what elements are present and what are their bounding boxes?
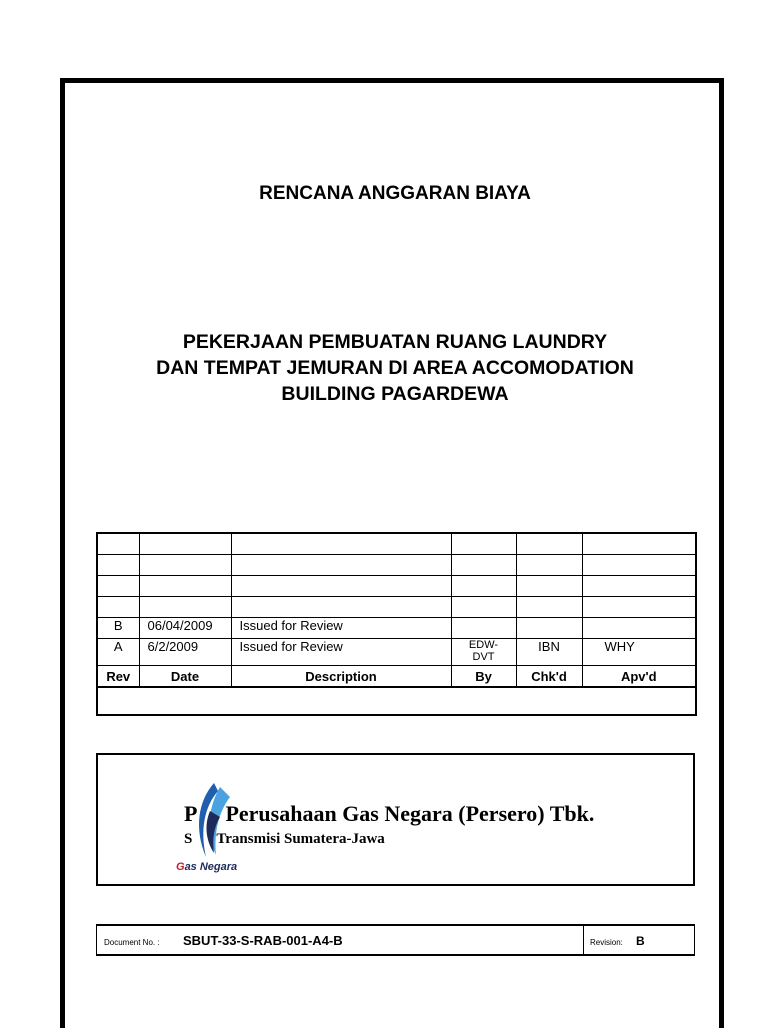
table-row [97,533,696,555]
header-description: Description [231,666,451,688]
subtitle-line-1: PEKERJAAN PEMBUATAN RUANG LAUNDRY [182,331,608,353]
document-number-label: Document No. : [104,938,160,947]
header-by: By [451,666,516,688]
table-row [97,555,696,576]
table-row [97,597,696,618]
document-number-bar [96,924,695,956]
checked-cell: IBN [516,639,582,666]
document-title: RENCANA ANGGARAN BIAYA [259,183,531,204]
company-name-text: Perusahaan Gas Negara (Persero) Tbk. [225,801,595,826]
date-cell: 06/04/2009 [139,618,231,639]
document-number: SBUT-33-S-RAB-001-A4-B [183,933,343,948]
table-row [97,576,696,597]
gas-negara-logo-icon [184,781,244,861]
company-block [96,753,695,886]
table-header-row [97,666,696,688]
table-row [97,618,696,639]
company-name [184,801,594,827]
subtitle-line-2: DAN TEMPAT JEMURAN DI AREA ACCOMODATION [156,357,634,379]
by-cell [451,618,516,639]
company-subtitle-text: Transmisi Sumatera-Jawa [216,831,385,847]
date-cell: 6/2/2009 [139,639,231,666]
approved-cell [582,618,696,639]
revision-label: Revision: [590,938,623,947]
checked-cell [516,618,582,639]
revision-value: B [636,934,645,948]
logo-wordmark [176,861,237,873]
table-row [97,687,696,715]
revision-table [96,532,697,716]
divider [583,926,584,954]
rev-cell: A [97,639,139,666]
table-row [97,639,696,666]
description-cell: Issued for Review [231,618,451,639]
company-name-prefix: P [184,801,198,826]
header-date: Date [139,666,231,688]
header-rev: Rev [97,666,139,688]
company-subtitle-prefix: S [184,831,193,847]
approved-cell: WHY [582,639,696,666]
rev-cell: B [97,618,139,639]
by-cell: EDW-DVT [451,639,516,666]
header-checked: Chk'd [516,666,582,688]
subtitle-line-3: BUILDING PAGARDEWA [281,383,509,405]
description-cell: Issued for Review [231,639,451,666]
header-approved: Apv'd [582,666,696,688]
document-subtitle [60,329,730,407]
logo-wordmark-g: G [176,861,185,873]
logo-wordmark-rest: as Negara [184,861,238,873]
